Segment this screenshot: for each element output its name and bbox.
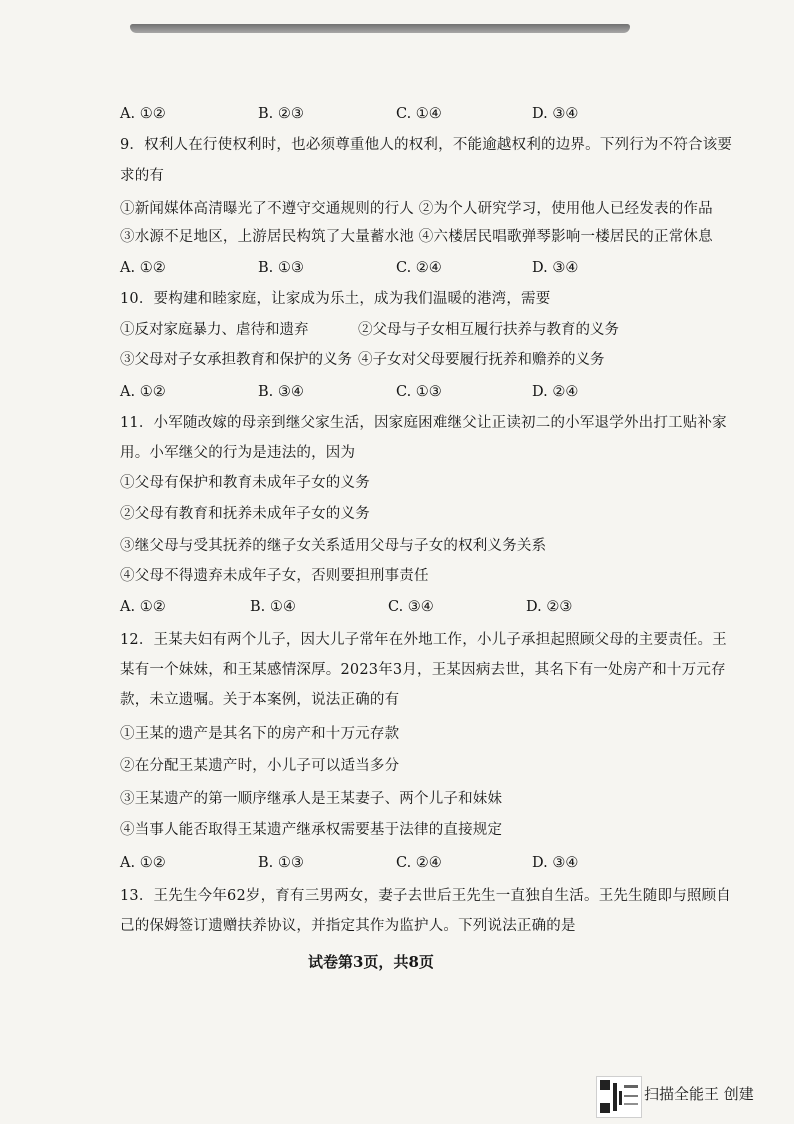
- q9-items-line-1: ①新闻媒体高清曝光了不遵守交通规则的行人 ②为个人研究学习，使用他人已经发表的作品: [120, 201, 713, 217]
- qr-code-icon: [596, 1076, 642, 1118]
- q12-item-1: ①王某的遗产是其名下的房产和十万元存款: [120, 726, 400, 742]
- q11-option-c: C. ③④: [388, 599, 434, 615]
- q11-item-3: ③继父母与受其抚养的继子女关系适用父母与子女的权利义务关系: [120, 538, 547, 554]
- q12-option-a: A. ①②: [120, 855, 166, 871]
- q12-option-c: C. ②④: [396, 855, 442, 871]
- q9-option-c: C. ②④: [396, 260, 442, 276]
- q10-option-d: D. ②④: [532, 384, 579, 400]
- q10-option-c: C. ①③: [396, 384, 442, 400]
- q12-stem-line-3: 款，未立遗嘱。关于本案例，说法正确的有: [120, 692, 400, 708]
- q8-option-c: C. ①④: [396, 106, 442, 122]
- q13-stem-line-1: 13．王先生今年62岁，育有三男两女，妻子去世后王先生一直独自生活。王先生随即与照顾自: [120, 888, 731, 904]
- q8-option-b: B. ②③: [258, 106, 304, 122]
- q10-item-3: ③父母对子女承担教育和保护的义务: [120, 352, 352, 368]
- q10-item-4: ④子女对父母要履行抚养和赡养的义务: [358, 352, 605, 368]
- q9-option-a: A. ①②: [120, 260, 166, 276]
- q9-option-d: D. ③④: [532, 260, 579, 276]
- q9-option-b: B. ①③: [258, 260, 304, 276]
- q8-option-d: D. ③④: [532, 106, 579, 122]
- q11-option-a: A. ①②: [120, 599, 166, 615]
- q8-option-a: A. ①②: [120, 106, 166, 122]
- q9-stem-line-2: 求的有: [120, 168, 165, 184]
- q11-item-2: ②父母有教育和抚养未成年子女的义务: [120, 506, 370, 522]
- q11-option-d: D. ②③: [526, 599, 573, 615]
- q13-stem-line-2: 己的保姆签订遗赠扶养协议，并指定其作为监护人。下列说法正确的是: [120, 918, 576, 934]
- scan-edge-shadow: [130, 24, 630, 33]
- q12-item-2: ②在分配王某遗产时，小儿子可以适当多分: [120, 758, 400, 774]
- q10-stem: 10．要构建和睦家庭，让家成为乐土，成为我们温暖的港湾，需要: [120, 291, 551, 307]
- q10-option-b: B. ③④: [258, 384, 304, 400]
- q9-items-line-2: ③水源不足地区，上游居民构筑了大量蓄水池 ④六楼居民唱歌弹琴影响一楼居民的正常休息: [120, 229, 713, 245]
- q11-item-1: ①父母有保护和教育未成年子女的义务: [120, 475, 370, 491]
- q11-item-4: ④父母不得遗弃未成年子女，否则要担刑事责任: [120, 568, 429, 584]
- q10-item-1: ①反对家庭暴力、虐待和遗弃: [120, 322, 309, 338]
- q12-item-4: ④当事人能否取得王某遗产继承权需要基于法律的直接规定: [120, 822, 503, 838]
- q9-stem-line-1: 9．权利人在行使权利时，也必须尊重他人的权利，不能逾越权利的边界。下列行为不符合该要: [120, 137, 733, 153]
- q10-option-a: A. ①②: [120, 384, 166, 400]
- q12-item-3: ③王某遗产的第一顺序继承人是王某妻子、两个儿子和妹妹: [120, 791, 503, 807]
- q12-option-d: D. ③④: [532, 855, 579, 871]
- q10-item-2: ②父母与子女相互履行扶养与教育的义务: [358, 322, 619, 338]
- page-footer: 试卷第3页，共8页: [308, 953, 434, 971]
- q11-stem-line-2: 用。小军继父的行为是违法的，因为: [120, 445, 356, 461]
- q12-stem-line-2: 某有一个妹妹，和王某感情深厚。2023年3月，王某因病去世，其名下有一处房产和十万元存: [120, 662, 726, 678]
- q11-option-b: B. ①④: [250, 599, 296, 615]
- q12-stem-line-1: 12．王某夫妇有两个儿子，因大儿子常年在外地工作，小儿子承担起照顾父母的主要责任。王: [120, 632, 727, 648]
- q11-stem-line-1: 11．小军随改嫁的母亲到继父家生活，因家庭困难继父让正读初二的小军退学外出打工贴补家: [120, 415, 727, 431]
- q12-option-b: B. ①③: [258, 855, 304, 871]
- scanner-watermark: 扫描全能王 创建: [644, 1085, 754, 1103]
